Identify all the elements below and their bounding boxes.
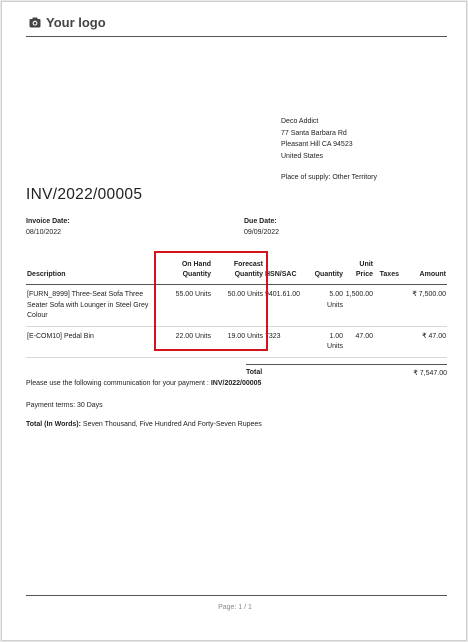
due-date-value: 09/09/2022 — [244, 229, 280, 236]
col-hsn: HSN/SAC — [264, 258, 306, 285]
total-value: ₹ 7,547.00 — [413, 370, 447, 377]
row-quantity-value: 5.00 — [329, 291, 343, 298]
col-unit-price — [344, 258, 374, 285]
customer-city: Pleasant Hill CA 94523 — [281, 141, 353, 148]
total-words-label: Total (In Words): — [26, 421, 81, 428]
row-hsn: 7323 — [264, 326, 306, 357]
col-amount: Amount — [400, 258, 447, 285]
row-quantity — [306, 326, 344, 357]
col-unit-price-line2: Price — [355, 271, 373, 278]
due-date-block — [244, 216, 279, 238]
table-row — [26, 326, 447, 357]
row-quantity-unit: Units — [327, 343, 343, 350]
customer-country: United States — [281, 152, 324, 160]
communication-text: Please use the following communication for your payment : — [26, 380, 211, 387]
communication-ref: INV/2022/00005 — [210, 380, 262, 387]
row-hsn: 9401.61.00 — [264, 285, 306, 327]
table-row — [26, 285, 447, 327]
customer-name: Deco Addict — [281, 118, 319, 125]
row-amount: ₹ 47.00 — [400, 326, 447, 357]
col-unit-price-line1: Unit — [359, 261, 373, 268]
header-rule — [26, 36, 447, 37]
payment-communication — [26, 380, 261, 387]
row-taxes — [374, 285, 400, 327]
row-unit-price: 47.00 — [344, 326, 374, 357]
col-on-hand-line2: Quantity — [182, 271, 211, 278]
logo-text: Your logo — [46, 15, 106, 30]
total-words-value: Seven Thousand, Five Hundred And Forty-Seven Rupees — [80, 421, 262, 428]
col-forecast-line1: Forecast — [233, 261, 263, 268]
invoice-number: INV/2022/00005 — [26, 186, 143, 203]
camera-icon — [29, 17, 41, 28]
row-quantity — [306, 285, 344, 327]
total-row — [246, 364, 447, 377]
invoice-lines-table — [26, 258, 447, 358]
due-date-label: Due Date: — [244, 218, 277, 225]
col-taxes: Taxes — [374, 258, 400, 285]
row-forecast: 50.00 Units — [212, 285, 264, 327]
row-description: [FURN_8999] Three-Seat Sofa Three Seater Sofa with Lounger in Steel Grey Colour — [26, 285, 164, 327]
col-on-hand — [164, 258, 212, 285]
company-logo — [29, 15, 106, 30]
row-quantity-value: 1.00 — [329, 332, 343, 340]
col-forecast — [212, 258, 264, 285]
row-quantity-unit: Units — [327, 301, 343, 309]
col-forecast-line2: Quantity — [234, 271, 263, 278]
payment-terms: Payment terms: 30 Days — [26, 402, 103, 409]
row-amount: ₹ 7,500.00 — [400, 285, 447, 327]
table-header-row — [26, 258, 447, 285]
page-number: Page: 1 / 1 — [218, 604, 252, 611]
col-description: Description — [26, 258, 164, 285]
customer-street: 77 Santa Barbara Rd — [281, 129, 347, 137]
col-quantity: Quantity — [306, 258, 344, 285]
invoice-date-block — [26, 216, 70, 238]
footer-rule — [26, 595, 447, 596]
row-unit-price: 1,500.00 — [344, 285, 374, 327]
row-on-hand: 55.00 Units — [164, 285, 212, 327]
total-label: Total — [246, 369, 263, 376]
row-taxes — [374, 326, 400, 357]
invoice-page — [1, 1, 467, 641]
col-on-hand-line1: On Hand — [181, 261, 211, 268]
invoice-date-label: Invoice Date: — [26, 218, 70, 225]
customer-address — [281, 116, 353, 162]
row-description: [E-COM10] Pedal Bin — [26, 326, 164, 357]
place-of-supply: Place of supply: Other Territory — [281, 174, 377, 181]
total-in-words — [26, 421, 262, 428]
invoice-date-value: 08/10/2022 — [26, 229, 62, 236]
row-on-hand: 22.00 Units — [164, 326, 212, 357]
row-forecast: 19.00 Units — [212, 326, 264, 357]
